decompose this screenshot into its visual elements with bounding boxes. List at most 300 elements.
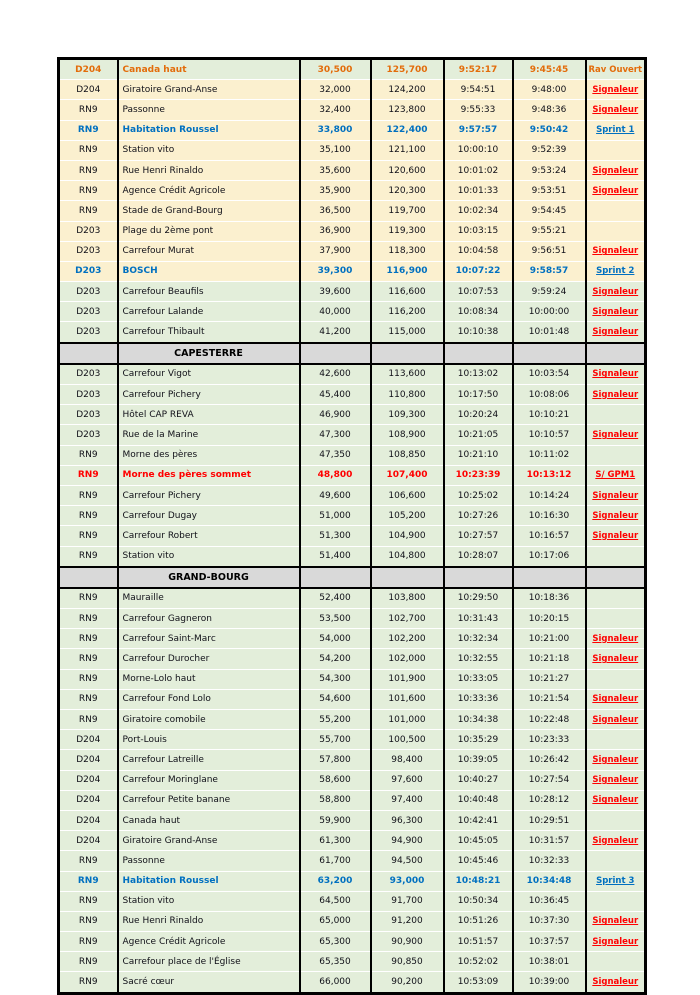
time1-cell: 10:20:24 <box>444 405 513 425</box>
location-cell: Rue Henri Rinaldo <box>118 911 300 931</box>
time2-cell: 10:21:00 <box>513 629 586 649</box>
note-cell <box>586 932 646 952</box>
note-cell <box>586 851 646 871</box>
time1-cell: 10:52:02 <box>444 952 513 972</box>
note-cell <box>586 526 646 546</box>
road-cell: RN9 <box>59 160 118 180</box>
time2-cell: 10:39:00 <box>513 972 586 993</box>
distance-cell: 35,900 <box>300 181 371 201</box>
location-cell: Carrefour Pichery <box>118 485 300 505</box>
time1-cell: 10:23:39 <box>444 465 513 485</box>
distance-cell: 41,200 <box>300 322 371 343</box>
time2-cell: 10:36:45 <box>513 891 586 911</box>
note-cell <box>586 790 646 810</box>
time2-cell: 9:59:24 <box>513 282 586 302</box>
time1-cell: 10:02:34 <box>444 201 513 221</box>
road-cell: D203 <box>59 241 118 261</box>
note-cell <box>586 120 646 140</box>
location-cell: Carrefour Latreille <box>118 750 300 770</box>
remaining-distance-cell: 94,900 <box>371 831 444 851</box>
table-row <box>59 609 646 629</box>
remaining-distance-cell: 121,100 <box>371 140 444 160</box>
time2-cell: 10:34:48 <box>513 871 586 891</box>
location-cell: Giratoire Grand-Anse <box>118 831 300 851</box>
location-cell: Station vito <box>118 891 300 911</box>
road-cell: D203 <box>59 302 118 322</box>
section-empty-cell <box>300 567 371 588</box>
note-cell <box>586 445 646 465</box>
remaining-distance-cell: 91,700 <box>371 891 444 911</box>
time1-cell: 10:07:53 <box>444 282 513 302</box>
location-cell: Plage du 2ème pont <box>118 221 300 241</box>
time2-cell: 10:10:21 <box>513 405 586 425</box>
table-row <box>59 649 646 669</box>
location-cell: Hôtel CAP REVA <box>118 405 300 425</box>
remaining-distance-cell: 101,000 <box>371 710 444 730</box>
note-label: Signaleur <box>592 84 639 95</box>
note-label: Signaleur <box>592 510 639 521</box>
note-cell <box>586 810 646 830</box>
table-row <box>59 871 646 891</box>
table-row <box>59 770 646 790</box>
road-cell: RN9 <box>59 588 118 609</box>
distance-cell: 53,500 <box>300 609 371 629</box>
note-cell <box>586 770 646 790</box>
table-row <box>59 100 646 120</box>
remaining-distance-cell: 116,600 <box>371 282 444 302</box>
table-row <box>59 322 646 343</box>
location-cell: Agence Crédit Agricole <box>118 932 300 952</box>
road-cell: D203 <box>59 282 118 302</box>
section-empty-cell <box>513 567 586 588</box>
section-empty-cell <box>444 567 513 588</box>
note-label: Signaleur <box>592 633 639 644</box>
distance-cell: 47,300 <box>300 425 371 445</box>
note-cell <box>586 952 646 972</box>
time2-cell: 10:27:54 <box>513 770 586 790</box>
time2-cell: 9:55:21 <box>513 221 586 241</box>
remaining-distance-cell: 116,900 <box>371 261 444 281</box>
location-cell: Habitation Roussel <box>118 871 300 891</box>
remaining-distance-cell: 106,600 <box>371 485 444 505</box>
location-cell: Passonne <box>118 100 300 120</box>
time2-cell: 10:08:06 <box>513 385 586 405</box>
road-cell: RN9 <box>59 932 118 952</box>
distance-cell: 58,800 <box>300 790 371 810</box>
table-row <box>59 911 646 931</box>
table-row <box>59 526 646 546</box>
road-cell: RN9 <box>59 891 118 911</box>
remaining-distance-cell: 102,200 <box>371 629 444 649</box>
road-cell: D204 <box>59 770 118 790</box>
time1-cell: 10:01:02 <box>444 160 513 180</box>
time2-cell: 10:37:30 <box>513 911 586 931</box>
distance-cell: 63,200 <box>300 871 371 891</box>
section-title: GRAND-BOURG <box>118 567 300 588</box>
road-cell: D203 <box>59 385 118 405</box>
note-label: Signaleur <box>592 369 639 380</box>
time1-cell: 10:48:21 <box>444 871 513 891</box>
table-row <box>59 952 646 972</box>
note-label: Signaleur <box>592 165 639 176</box>
distance-cell: 32,400 <box>300 100 371 120</box>
remaining-distance-cell: 119,700 <box>371 201 444 221</box>
note-cell <box>586 364 646 385</box>
distance-cell: 48,800 <box>300 465 371 485</box>
location-cell: Station vito <box>118 546 300 567</box>
location-cell: Habitation Roussel <box>118 120 300 140</box>
time1-cell: 10:00:10 <box>444 140 513 160</box>
road-cell: D204 <box>59 59 118 80</box>
distance-cell: 51,300 <box>300 526 371 546</box>
time1-cell: 10:32:55 <box>444 649 513 669</box>
distance-cell: 33,800 <box>300 120 371 140</box>
note-cell <box>586 385 646 405</box>
location-cell: Carrefour Pichery <box>118 385 300 405</box>
table-row <box>59 669 646 689</box>
note-label: Signaleur <box>592 916 639 927</box>
road-cell: RN9 <box>59 181 118 201</box>
note-cell <box>586 160 646 180</box>
note-label: Sprint 2 <box>596 266 635 277</box>
road-cell: D203 <box>59 364 118 385</box>
location-cell: Giratoire Grand-Anse <box>118 80 300 100</box>
remaining-distance-cell: 90,850 <box>371 952 444 972</box>
note-cell <box>586 485 646 505</box>
table-row <box>59 730 646 750</box>
remaining-distance-cell: 104,800 <box>371 546 444 567</box>
time2-cell: 9:53:51 <box>513 181 586 201</box>
time1-cell: 10:08:34 <box>444 302 513 322</box>
note-cell <box>586 911 646 931</box>
note-cell <box>586 588 646 609</box>
remaining-distance-cell: 118,300 <box>371 241 444 261</box>
remaining-distance-cell: 102,000 <box>371 649 444 669</box>
time1-cell: 10:51:26 <box>444 911 513 931</box>
note-label: Signaleur <box>592 936 639 947</box>
location-cell: Carrefour Durocher <box>118 649 300 669</box>
distance-cell: 35,100 <box>300 140 371 160</box>
remaining-distance-cell: 102,700 <box>371 609 444 629</box>
note-cell <box>586 140 646 160</box>
distance-cell: 54,000 <box>300 629 371 649</box>
location-cell: Carrefour Dugay <box>118 506 300 526</box>
section-header-row <box>59 567 646 588</box>
note-cell <box>586 221 646 241</box>
road-cell: RN9 <box>59 871 118 891</box>
note-label: Signaleur <box>592 246 639 257</box>
time2-cell: 9:50:42 <box>513 120 586 140</box>
location-cell: Mauraille <box>118 588 300 609</box>
road-cell: D203 <box>59 221 118 241</box>
time1-cell: 10:50:34 <box>444 891 513 911</box>
time1-cell: 10:17:50 <box>444 385 513 405</box>
remaining-distance-cell: 91,200 <box>371 911 444 931</box>
remaining-distance-cell: 105,200 <box>371 506 444 526</box>
time2-cell: 9:56:51 <box>513 241 586 261</box>
distance-cell: 39,600 <box>300 282 371 302</box>
distance-cell: 46,900 <box>300 405 371 425</box>
distance-cell: 39,300 <box>300 261 371 281</box>
time2-cell: 10:22:48 <box>513 710 586 730</box>
remaining-distance-cell: 98,400 <box>371 750 444 770</box>
table-row <box>59 181 646 201</box>
table-row <box>59 241 646 261</box>
remaining-distance-cell: 93,000 <box>371 871 444 891</box>
time1-cell: 10:31:43 <box>444 609 513 629</box>
table-row <box>59 750 646 770</box>
road-cell: RN9 <box>59 689 118 709</box>
remaining-distance-cell: 96,300 <box>371 810 444 830</box>
table-row <box>59 710 646 730</box>
time1-cell: 10:45:46 <box>444 851 513 871</box>
table-row <box>59 810 646 830</box>
section-empty-cell <box>371 567 444 588</box>
time1-cell: 10:27:57 <box>444 526 513 546</box>
table-row <box>59 831 646 851</box>
remaining-distance-cell: 101,900 <box>371 669 444 689</box>
note-cell <box>586 282 646 302</box>
note-label: Signaleur <box>592 754 639 765</box>
remaining-distance-cell: 122,400 <box>371 120 444 140</box>
time2-cell: 10:00:00 <box>513 302 586 322</box>
note-cell <box>586 750 646 770</box>
note-cell <box>586 261 646 281</box>
table-row <box>59 465 646 485</box>
distance-cell: 32,000 <box>300 80 371 100</box>
table-row <box>59 282 646 302</box>
remaining-distance-cell: 104,900 <box>371 526 444 546</box>
location-cell: Carrefour Petite banane <box>118 790 300 810</box>
location-cell: Carrefour Thibault <box>118 322 300 343</box>
time2-cell: 10:16:57 <box>513 526 586 546</box>
road-cell: RN9 <box>59 526 118 546</box>
distance-cell: 59,900 <box>300 810 371 830</box>
remaining-distance-cell: 110,800 <box>371 385 444 405</box>
time2-cell: 9:58:57 <box>513 261 586 281</box>
note-cell <box>586 59 646 80</box>
road-cell: RN9 <box>59 851 118 871</box>
remaining-distance-cell: 119,300 <box>371 221 444 241</box>
time1-cell: 10:33:36 <box>444 689 513 709</box>
distance-cell: 47,350 <box>300 445 371 465</box>
distance-cell: 55,700 <box>300 730 371 750</box>
time1-cell: 10:42:41 <box>444 810 513 830</box>
time1-cell: 10:27:26 <box>444 506 513 526</box>
remaining-distance-cell: 120,600 <box>371 160 444 180</box>
note-cell <box>586 629 646 649</box>
time1-cell: 10:33:05 <box>444 669 513 689</box>
section-empty-cell <box>300 343 371 364</box>
time1-cell: 9:54:51 <box>444 80 513 100</box>
remaining-distance-cell: 103,800 <box>371 588 444 609</box>
remaining-distance-cell: 108,850 <box>371 445 444 465</box>
location-cell: Carrefour Fond Lolo <box>118 689 300 709</box>
time2-cell: 9:53:24 <box>513 160 586 180</box>
time2-cell: 10:26:42 <box>513 750 586 770</box>
location-cell: Carrefour Moringlane <box>118 770 300 790</box>
section-empty-cell <box>371 343 444 364</box>
section-empty-cell <box>59 343 118 364</box>
remaining-distance-cell: 90,900 <box>371 932 444 952</box>
time1-cell: 10:45:05 <box>444 831 513 851</box>
table-row <box>59 302 646 322</box>
location-cell: Morne-Lolo haut <box>118 669 300 689</box>
note-label: Sprint 1 <box>596 125 635 136</box>
time1-cell: 10:35:29 <box>444 730 513 750</box>
time2-cell: 10:13:12 <box>513 465 586 485</box>
remaining-distance-cell: 108,900 <box>371 425 444 445</box>
road-cell: RN9 <box>59 649 118 669</box>
time2-cell: 10:32:33 <box>513 851 586 871</box>
road-cell: RN9 <box>59 710 118 730</box>
road-cell: RN9 <box>59 485 118 505</box>
distance-cell: 42,600 <box>300 364 371 385</box>
table-row <box>59 972 646 993</box>
time2-cell: 10:03:54 <box>513 364 586 385</box>
distance-cell: 58,600 <box>300 770 371 790</box>
road-cell: D204 <box>59 831 118 851</box>
road-cell: RN9 <box>59 140 118 160</box>
time2-cell: 10:31:57 <box>513 831 586 851</box>
note-cell <box>586 322 646 343</box>
road-cell: RN9 <box>59 911 118 931</box>
remaining-distance-cell: 116,200 <box>371 302 444 322</box>
section-empty-cell <box>444 343 513 364</box>
note-cell <box>586 689 646 709</box>
note-label: Signaleur <box>592 530 639 541</box>
remaining-distance-cell: 90,200 <box>371 972 444 993</box>
table-row <box>59 588 646 609</box>
time1-cell: 10:04:58 <box>444 241 513 261</box>
road-cell: RN9 <box>59 609 118 629</box>
road-cell: RN9 <box>59 506 118 526</box>
note-label: S/ GPM1 <box>595 470 636 481</box>
distance-cell: 35,600 <box>300 160 371 180</box>
note-label: Signaleur <box>592 775 639 786</box>
distance-cell: 57,800 <box>300 750 371 770</box>
table-row <box>59 629 646 649</box>
remaining-distance-cell: 123,800 <box>371 100 444 120</box>
note-cell <box>586 465 646 485</box>
note-cell <box>586 871 646 891</box>
note-cell <box>586 100 646 120</box>
time2-cell: 10:21:27 <box>513 669 586 689</box>
location-cell: Agence Crédit Agricole <box>118 181 300 201</box>
table-row <box>59 790 646 810</box>
remaining-distance-cell: 113,600 <box>371 364 444 385</box>
note-label: Signaleur <box>592 429 639 440</box>
location-cell: Carrefour Gagneron <box>118 609 300 629</box>
location-cell: Canada haut <box>118 810 300 830</box>
remaining-distance-cell: 125,700 <box>371 59 444 80</box>
time1-cell: 10:32:34 <box>444 629 513 649</box>
distance-cell: 36,500 <box>300 201 371 221</box>
time2-cell: 9:54:45 <box>513 201 586 221</box>
note-label: Signaleur <box>592 490 639 501</box>
time1-cell: 10:01:33 <box>444 181 513 201</box>
table-row <box>59 80 646 100</box>
remaining-distance-cell: 124,200 <box>371 80 444 100</box>
road-cell: D204 <box>59 790 118 810</box>
note-cell <box>586 891 646 911</box>
time1-cell: 10:53:09 <box>444 972 513 993</box>
remaining-distance-cell: 100,500 <box>371 730 444 750</box>
note-cell <box>586 241 646 261</box>
road-cell: RN9 <box>59 546 118 567</box>
road-cell: RN9 <box>59 201 118 221</box>
time2-cell: 10:18:36 <box>513 588 586 609</box>
note-cell <box>586 201 646 221</box>
remaining-distance-cell: 120,300 <box>371 181 444 201</box>
note-cell <box>586 546 646 567</box>
time2-cell: 9:45:45 <box>513 59 586 80</box>
distance-cell: 40,000 <box>300 302 371 322</box>
road-cell: RN9 <box>59 445 118 465</box>
time1-cell: 10:40:27 <box>444 770 513 790</box>
note-label: Signaleur <box>592 714 639 725</box>
time1-cell: 10:13:02 <box>444 364 513 385</box>
table-row <box>59 160 646 180</box>
distance-cell: 52,400 <box>300 588 371 609</box>
note-label: Signaleur <box>592 654 639 665</box>
time2-cell: 10:21:54 <box>513 689 586 709</box>
table-row <box>59 385 646 405</box>
road-cell: RN9 <box>59 952 118 972</box>
table-row <box>59 120 646 140</box>
note-cell <box>586 972 646 993</box>
location-cell: Port-Louis <box>118 730 300 750</box>
distance-cell: 30,500 <box>300 59 371 80</box>
time2-cell: 10:01:48 <box>513 322 586 343</box>
distance-cell: 37,900 <box>300 241 371 261</box>
road-cell: RN9 <box>59 629 118 649</box>
time1-cell: 10:40:48 <box>444 790 513 810</box>
location-cell: Carrefour Murat <box>118 241 300 261</box>
table-row <box>59 506 646 526</box>
location-cell: Giratoire comobile <box>118 710 300 730</box>
section-title: CAPESTERRE <box>118 343 300 364</box>
road-cell: D204 <box>59 80 118 100</box>
time1-cell: 10:28:07 <box>444 546 513 567</box>
road-cell: RN9 <box>59 100 118 120</box>
time2-cell: 9:48:00 <box>513 80 586 100</box>
note-cell <box>586 405 646 425</box>
time2-cell: 10:11:02 <box>513 445 586 465</box>
note-label: Signaleur <box>592 977 639 988</box>
section-empty-cell <box>586 567 646 588</box>
note-cell <box>586 649 646 669</box>
table-row <box>59 891 646 911</box>
table-row <box>59 485 646 505</box>
location-cell: Morne des pères <box>118 445 300 465</box>
time1-cell: 10:03:15 <box>444 221 513 241</box>
location-cell: Carrefour Lalande <box>118 302 300 322</box>
road-cell: D203 <box>59 405 118 425</box>
time2-cell: 9:48:36 <box>513 100 586 120</box>
time2-cell: 10:37:57 <box>513 932 586 952</box>
table-row <box>59 932 646 952</box>
section-empty-cell <box>586 343 646 364</box>
distance-cell: 45,400 <box>300 385 371 405</box>
section-empty-cell <box>59 567 118 588</box>
time2-cell: 10:10:57 <box>513 425 586 445</box>
distance-cell: 54,200 <box>300 649 371 669</box>
table-row <box>59 364 646 385</box>
time1-cell: 10:07:22 <box>444 261 513 281</box>
section-header-row <box>59 343 646 364</box>
time2-cell: 10:21:18 <box>513 649 586 669</box>
